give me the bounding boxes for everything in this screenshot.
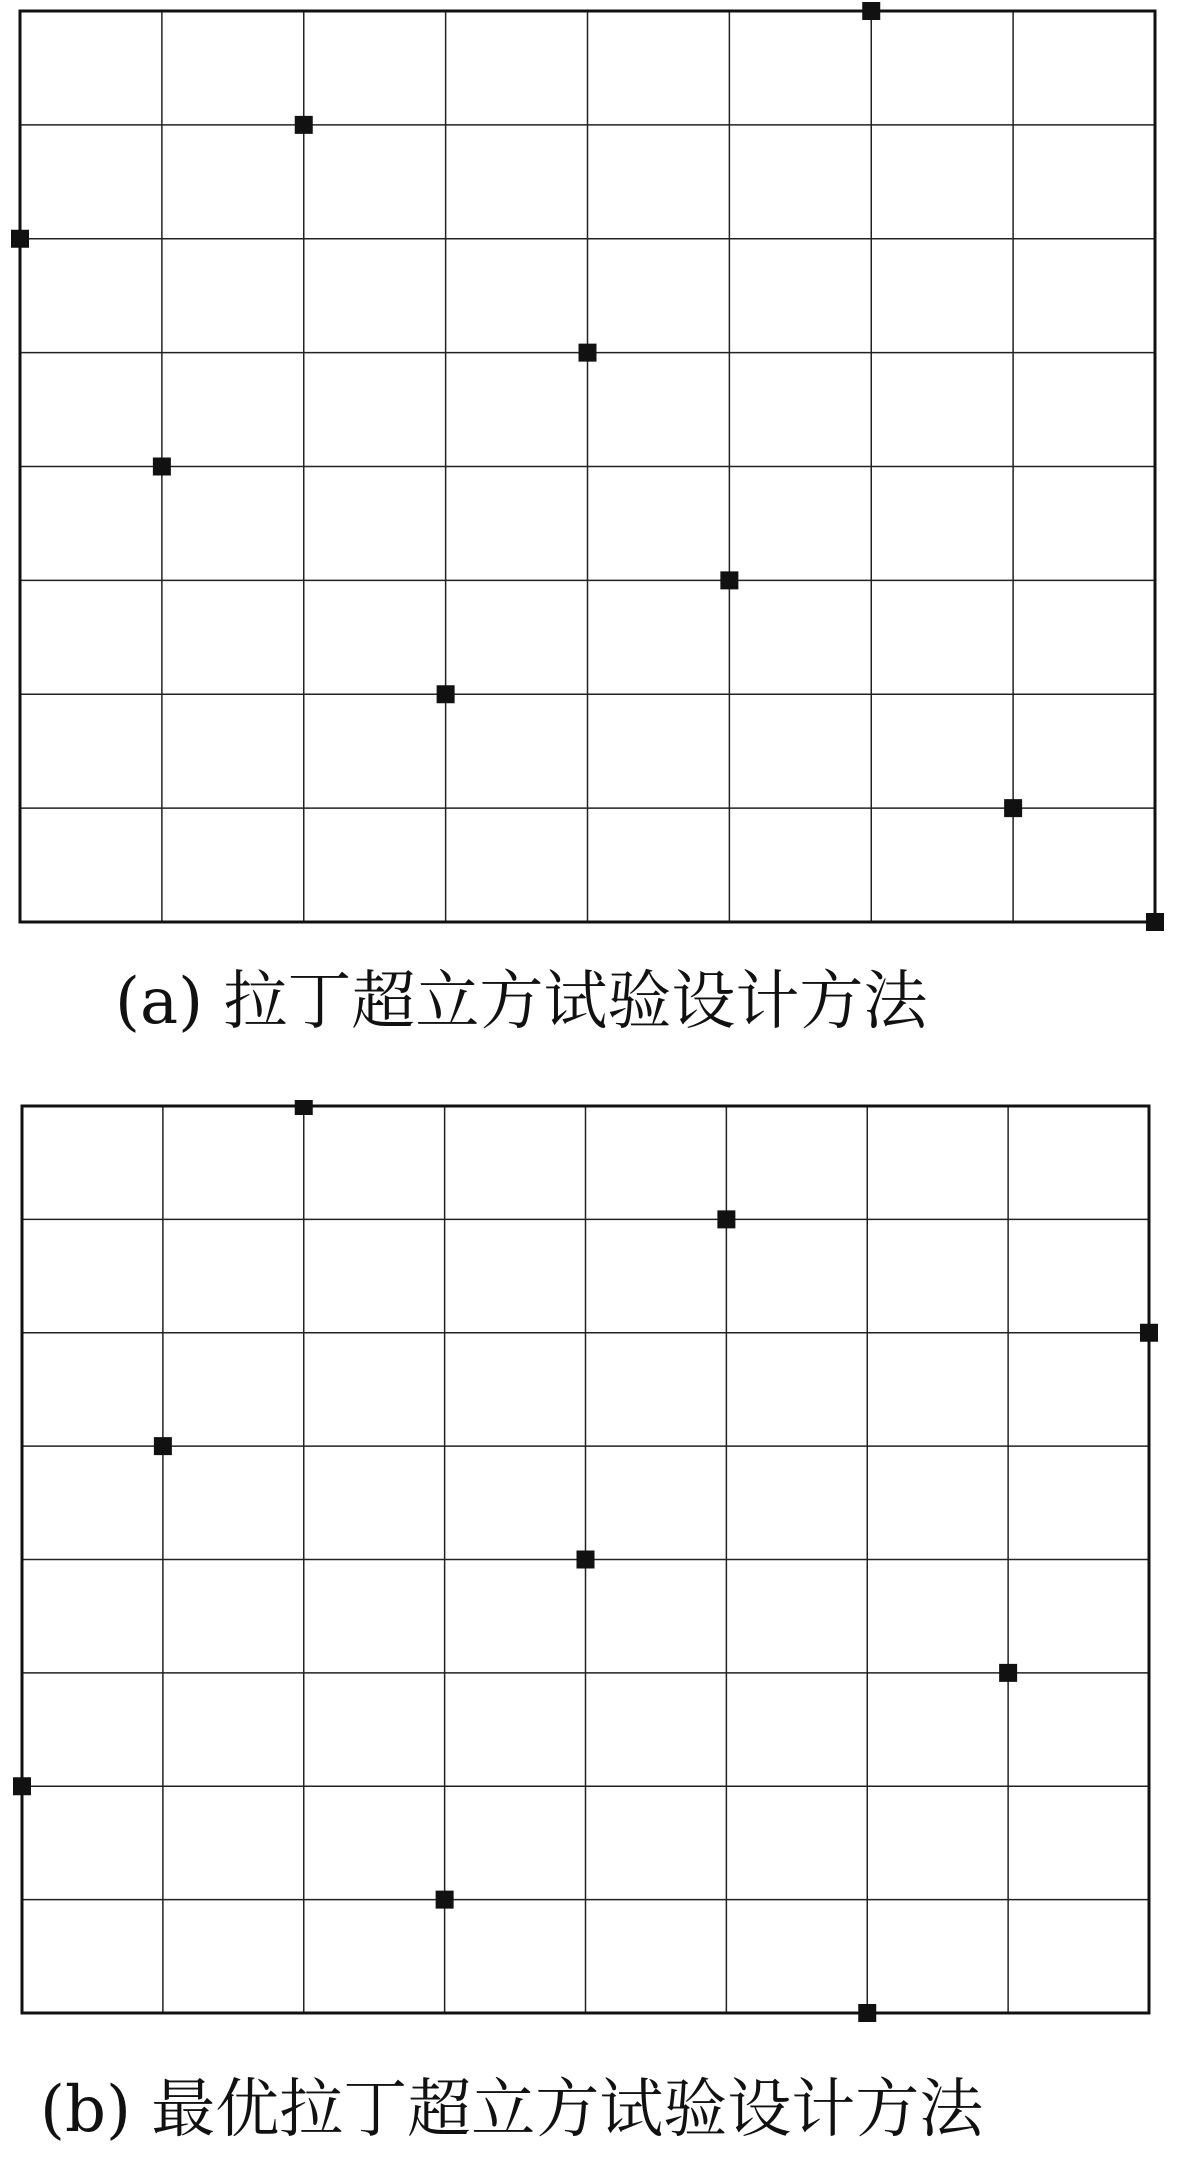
sample-point [295, 1100, 313, 1115]
sample-point [1004, 799, 1022, 817]
sample-point [437, 685, 455, 703]
sample-point [154, 1437, 172, 1455]
panel-a-caption: (a) 拉丁超立方试验设计方法 [115, 965, 928, 1039]
sample-point [862, 2, 880, 20]
sample-point [577, 1551, 595, 1569]
panel-b-caption: (b) 最优拉丁超立方试验设计方法 [40, 2073, 984, 2147]
sample-point [153, 458, 171, 476]
sample-point [436, 1891, 454, 1909]
sample-point [717, 1210, 735, 1228]
panel-b-plot [0, 1100, 1177, 2070]
sample-point [999, 1664, 1017, 1682]
sample-point [11, 230, 29, 248]
sample-point [858, 2004, 876, 2022]
sample-point [579, 344, 597, 362]
sample-point [1140, 1324, 1158, 1342]
panel-a-plot [0, 0, 1177, 960]
grid-lines [20, 11, 1155, 922]
sample-point [295, 116, 313, 134]
sample-point [13, 1777, 31, 1795]
sample-point [720, 571, 738, 589]
sample-point [1146, 913, 1164, 931]
